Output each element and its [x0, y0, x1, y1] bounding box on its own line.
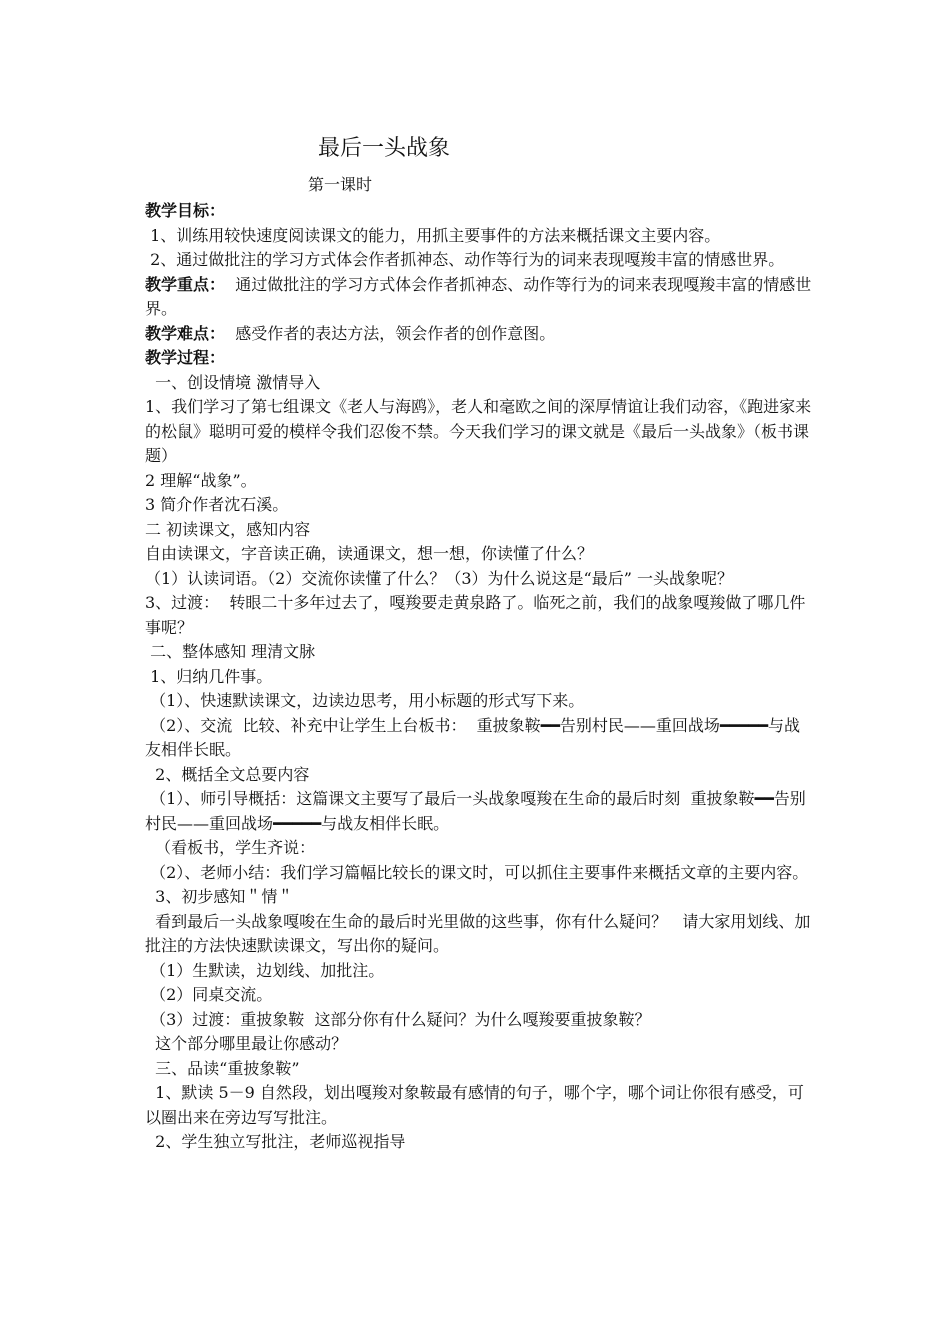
section-3-paragraph-5: （1）、师引导概括：这篇课文主要写了最后一头战象嘎羧在生命的最后时刻 重披象鞍━━告别村民——重回战场━━━━━与战友相伴长眠。: [145, 789, 806, 833]
difficulty-paragraph: [145, 322, 815, 347]
difficulty-heading: 教学难点：: [145, 323, 226, 343]
lesson-subtitle: 第一课时: [308, 175, 373, 194]
section-3-paragraph-7: （2）、老师小结：我们学习篇幅比较长的课文时，可以抓住主要事件来概括文章的主要内容。: [145, 862, 809, 882]
section-2-paragraph-1: 自由读课文，字音读正确，读通课文，想一想，你读懂了什么？: [145, 544, 594, 563]
difficulty-text: 感受作者的表达方法，领会作者的创作意图。: [225, 323, 556, 343]
section-3-paragraph-8: 3、初步感知＂情＂: [145, 887, 294, 906]
section-4-paragraph-2: 2、学生独立写批注，老师巡视指导: [145, 1132, 406, 1151]
section-3-paragraph-1: 1、归纳几件事。: [145, 666, 273, 686]
section-2-heading: 二 初读课文，感知内容: [145, 519, 311, 539]
objective-2: 2、通过做批注的学习方式体会作者抓神态、动作等行为的词来表现嘎羧丰富的情感世界。: [145, 250, 785, 269]
section-3-paragraph-6: （看板书，学生齐说：: [145, 838, 316, 857]
section-1-heading: 一、创设情境 激情导入: [145, 372, 321, 392]
keypoint-heading: 教学重点：: [145, 274, 226, 294]
section-3-paragraph-12: （3）过渡：重披象鞍 这部分你有什么疑问？为什么嘎羧要重披象鞍？: [145, 1009, 651, 1029]
section-3-paragraph-13: 这个部分哪里最让你感动？: [145, 1034, 348, 1053]
section-1-paragraph-3: 3 简介作者沈石溪。: [145, 495, 289, 514]
section-4-paragraph-1: 1、默读 5－9 自然段，划出嘎羧对象鞍最有感情的句子，哪个字，哪个词让你很有感受，可以圈出来在旁边写写批注。: [145, 1083, 804, 1127]
objective-1: 1、训练用较快速度阅读课文的能力，用抓主要事件的方法来概括课文主要内容。: [145, 225, 721, 245]
section-4-heading: 三、品读“重披象鞍”: [145, 1058, 300, 1078]
section-3-paragraph-4: 2、概括全文总要内容: [145, 764, 310, 784]
section-3-paragraph-11: （2）同桌交流。: [145, 985, 273, 1004]
process-heading: 教学过程：: [145, 348, 226, 367]
section-3-paragraph-9: 看到最后一头战象嘎唆在生命的最后时光里做的这些事，你有什么疑问？ 请大家用划线、加批注的方法快速默读课文，写出你的疑问。: [145, 911, 811, 955]
section-1-paragraph-2: 2 理解“战象”。: [145, 470, 257, 490]
keypoint-paragraph: [145, 273, 815, 322]
section-2-paragraph-3: 3、过渡： 转眼二十多年过去了，嘎羧要走黄泉路了。临死之前，我们的战象嘎羧做了哪几件事呢？: [145, 593, 806, 637]
lesson-content: [145, 199, 815, 1155]
section-2-paragraph-2: （1）认读词语。（2）交流你读懂了什么？（3）为什么说这是“最后” 一头战象呢？: [145, 568, 733, 588]
section-3-paragraph-10: （1）生默读，边划线、加批注。: [145, 960, 385, 980]
keypoint-text: 通过做批注的学习方式体会作者抓神态、动作等行为的词来表现嘎羧丰富的情感世界。: [145, 274, 812, 318]
section-3-paragraph-2: （1）、快速默读课文，边读边思考，用小标题的形式写下来。: [145, 691, 585, 710]
lesson-title: 最后一头战象: [318, 136, 451, 161]
section-1-paragraph-1: 1、我们学习了第七组课文《老人与海鸥》，老人和毫欧之间的深厚情谊让我们动容，《跑进家来的松鼠》聪明可爱的模样令我们忍俊不禁。今天我们学习的课文就是《最后一头战象》（板书课题）: [145, 397, 812, 465]
section-3-heading: 二、整体感知 理清文脉: [145, 642, 316, 661]
section-3-paragraph-3: （2）、交流 比较、补充中让学生上台板书： 重披象鞍━━告别村民——重回战场━━━━━与战友相伴长眠。: [145, 715, 801, 759]
objectives-heading: 教学目标：: [145, 201, 226, 220]
